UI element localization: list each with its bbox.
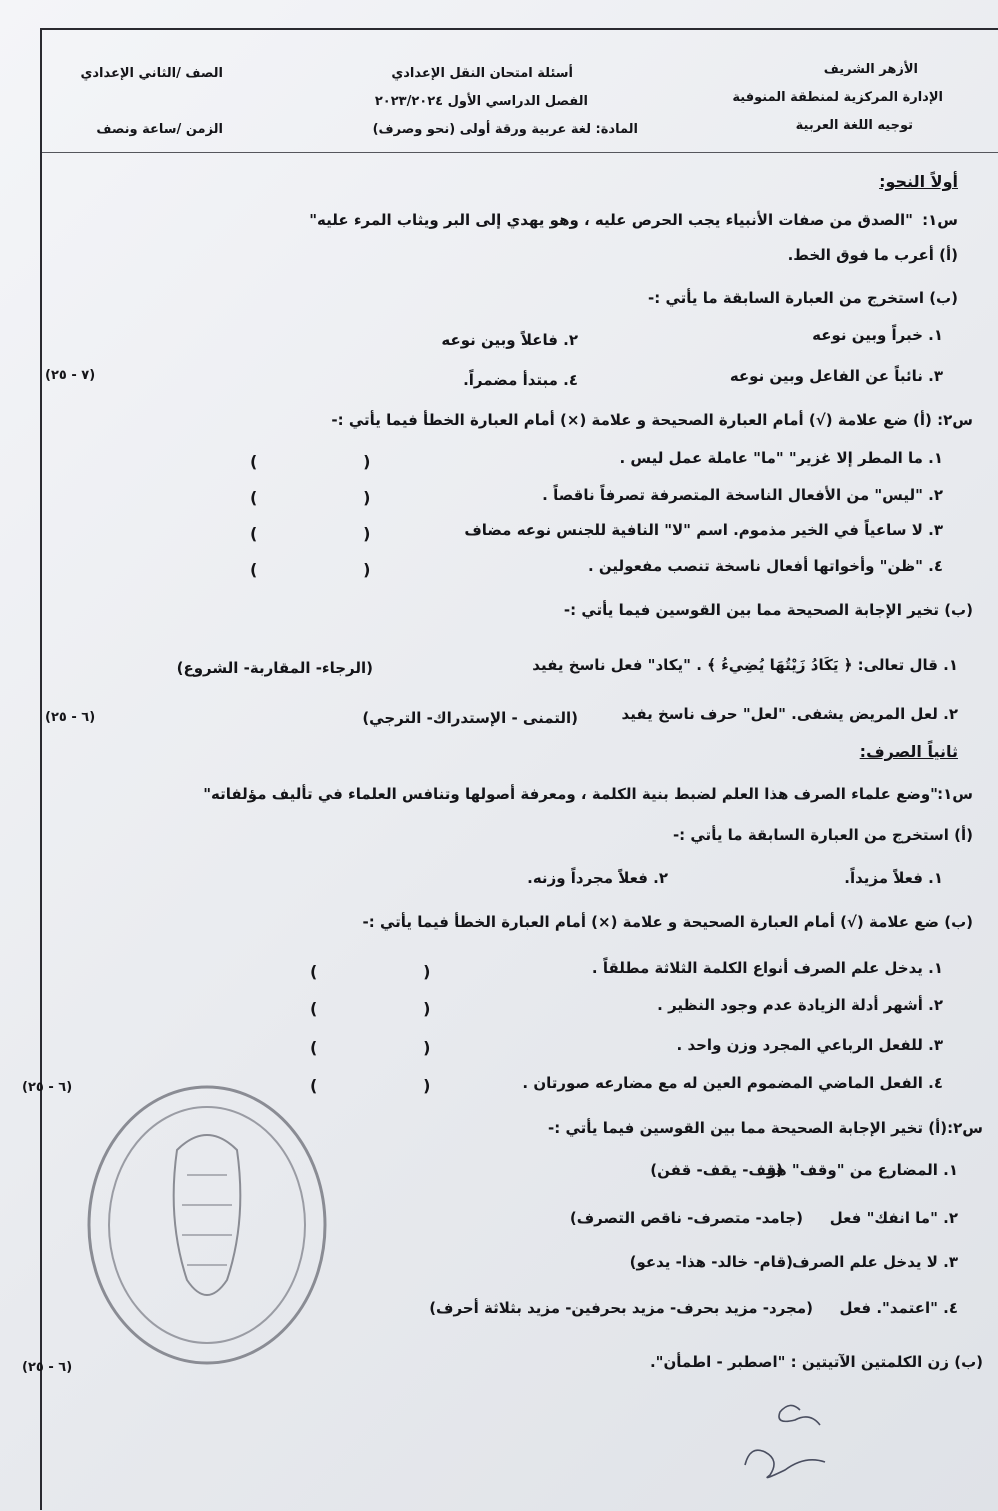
q2-b-item-1: ١. قال تعالى: ﴿ يَكَادُ زَيْتُهَا يُضِيءُ ﴾ . "يكاد" فعل ناسخ يفيد (532, 656, 958, 674)
sarf-q2-label: س٢:(أ) تخير الإجابة الصحيحة مما بين القوسين فيما يأتي :- (548, 1119, 983, 1137)
q2-label: س٢: (أ) ضع علامة (√) أمام العبارة الصحيحة و علامة (×) أمام العبارة الخطأ فيما يأتي :- (331, 411, 973, 429)
sarf-q1-item-1: ١. فعلاً مزيداً. (844, 869, 943, 887)
q1-label: س١: (922, 211, 958, 229)
q2-item-1: ١. ما المطر إلا غزير" "ما" عاملة عمل ليس . (619, 449, 943, 467)
answer-bracket: ( ) (310, 999, 431, 1018)
sarf-q2-score: (٦ - ٢٥) (22, 1360, 73, 1375)
answer-bracket: ( ) (250, 560, 371, 579)
q1-score: (٧ - ٢٥) (45, 368, 96, 383)
q1-item-1: ١. خبراً وبين نوعه (812, 326, 943, 344)
q1-item-2: ٢. فاعلاً وبين نوعه (441, 331, 578, 349)
exam-title: أسئلة امتحان النقل الإعدادي (391, 66, 573, 81)
sarf-q2-item-1-options: (قف- يقف- قفن) (650, 1161, 783, 1179)
sarf-q1-part-a: (أ) استخرج من العبارة السابقة ما يأتي :- (672, 826, 973, 844)
sarf-q2-item-3: ٣. لا يدخل علم الصرف (792, 1253, 958, 1271)
q2-part-b: (ب) تخير الإجابة الصحيحة مما بين القوسين فيما يأتي :- (563, 601, 973, 619)
sarf-q1-passage: "وضع علماء الصرف هذا العلم لضبط بنية الكلمة ، ومعرفة أصولها وتنافس العلماء في تأليف مؤلفاته" (203, 785, 938, 803)
q2-b-item-1-options: (الرجاء- المقاربة- الشروع) (176, 659, 373, 677)
exam-subject: المادة: لغة عربية ورقة أولى (نحو وصرف) (372, 122, 638, 137)
section-title-nahw: أولاً النحو: (879, 172, 958, 191)
header-institution: الأزهر الشريف (823, 62, 918, 77)
exam-duration: الزمن /ساعة ونصف (96, 122, 223, 137)
official-stamp (82, 1080, 332, 1370)
q1-item-3: ٣. نائباً عن الفاعل وبين نوعه (729, 367, 943, 385)
exam-term: الفصل الدراسي الأول ٢٠٢٣/٢٠٢٤ (374, 94, 588, 109)
q2-item-4: ٤. "ظن" وأخواتها أفعال ناسخة تنصب مفعولين . (588, 557, 943, 575)
sarf-q1-score: (٦ - ٢٥) (22, 1080, 73, 1095)
sarf-q2-item-4: ٤. "اعتمد". فعل (839, 1299, 958, 1317)
sarf-q2-item-2: ٢. "ما انفك" فعل (829, 1209, 958, 1227)
sarf-q2-item-2-options: (جامد- متصرف- ناقص التصرف) (569, 1209, 803, 1227)
answer-bracket: ( ) (250, 452, 371, 471)
sarf-q2-item-1: ١. المضارع من "وقف" هو (766, 1161, 958, 1179)
q2-item-2: ٢. "ليس" من الأفعال الناسخة المتصرفة تصرفاً ناقصاً . (542, 486, 943, 504)
q1-part-a: (أ) أعرب ما فوق الخط. (787, 246, 958, 264)
answer-bracket: ( ) (250, 488, 371, 507)
section-title-sarf: ثانياً الصرف: (859, 742, 958, 761)
q1-part-b: (ب) استخرج من العبارة السابقة ما يأتي :- (648, 289, 958, 307)
answer-bracket: ( ) (310, 1038, 431, 1057)
sarf-q2-part-b: (ب) زن الكلمتين الآتيتين : "اصطبر - اطمأن". (649, 1353, 983, 1371)
sarf-q2-item-4-options: (مجرد- مزيد بحرف- مزيد بحرفين- مزيد بثلاثة أحرف) (429, 1299, 813, 1317)
exam-grade: الصف /الثاني الإعدادي (80, 66, 223, 81)
q2-item-3: ٣. لا ساعياً في الخير مذموم. اسم "لا" النافية للجنس نوعه مضاف (464, 521, 943, 539)
sarf-q1-b-item-3: ٣. للفعل الرباعي المجرد وزن واحد . (676, 1036, 943, 1054)
header-department: توجيه اللغة العربية (795, 118, 913, 133)
q2-score: (٦ - ٢٥) (45, 710, 96, 725)
q2-b-item-2: ٢. لعل المريض يشفى. "لعل" حرف ناسخ يفيد (621, 705, 958, 723)
answer-bracket: ( ) (250, 524, 371, 543)
sarf-q1-b-item-1: ١. يدخل علم الصرف أنواع الكلمة الثلاثة مطلقاً . (591, 959, 943, 977)
answer-bracket: ( ) (310, 1076, 431, 1095)
sarf-q1-b-item-4: ٤. الفعل الماضي المضموم العين له مع مضارعه صورتان . (522, 1074, 943, 1092)
sarf-q1-b-item-2: ٢. أشهر أدلة الزيادة عدم وجود النظير . (657, 996, 943, 1014)
answer-bracket: ( ) (310, 962, 431, 981)
sarf-q1-part-b: (ب) ضع علامة (√) أمام العبارة الصحيحة و علامة (×) أمام العبارة الخطأ فيما يأتي :- (362, 913, 973, 931)
sarf-q1-label: س١: (937, 785, 973, 803)
header-directorate: الإدارة المركزية لمنطقة المنوفية (732, 90, 943, 105)
sarf-q1-item-2: ٢. فعلاً مجرداً وزنه. (527, 869, 668, 887)
header-divider (42, 152, 998, 153)
q1-item-4: ٤. مبتدأ مضمراً. (463, 371, 578, 389)
sarf-q2-item-3-options: (قام- خالد- هذا- يدعو) (629, 1253, 793, 1271)
q2-b-item-2-options: (التمنى - الإستدراك- الترجي) (362, 709, 578, 727)
handwritten-signature (730, 1390, 840, 1490)
q1-passage: "الصدق من صفات الأنبياء يجب الحرص عليه ، وهو يهدي إلى البر ويثاب المرء عليه" (309, 211, 913, 229)
